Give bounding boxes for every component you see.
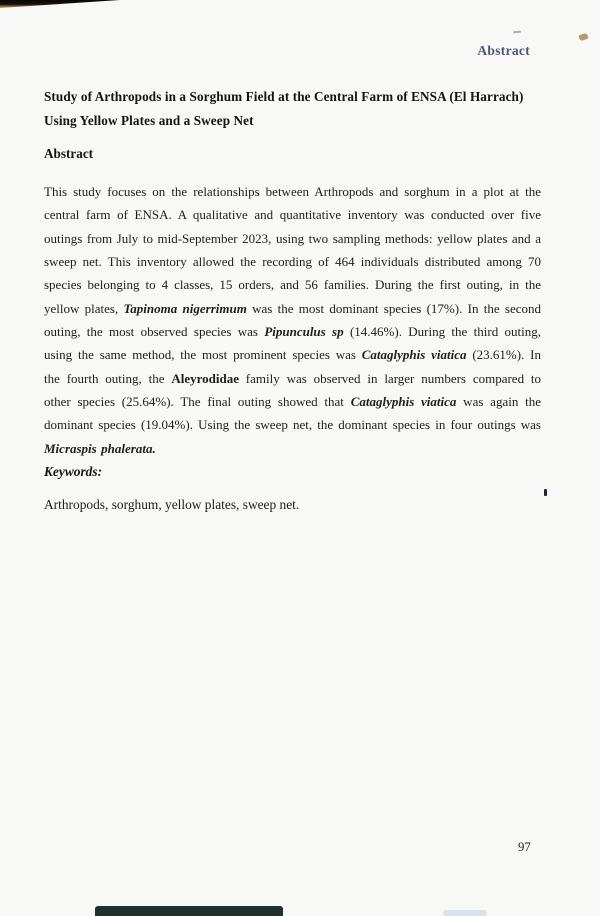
- document-title-line2: Using Yellow Plates and a Sweep Net: [44, 113, 254, 128]
- paragraph-segment: (23.61%). In the fourth outing, the: [44, 347, 541, 386]
- paragraph-segment: was again the dominant species (19.04%). Using the sweep net, the dominant species in four outings was: [44, 394, 541, 433]
- paragraph-segment: Pipunculus sp: [264, 324, 344, 340]
- running-head: Abstract: [477, 43, 530, 58]
- paragraph-segment: Micraspis phalerata.: [44, 440, 156, 456]
- paragraph-segment: (14.46%). During the third outing, using the same method, the most prominent species was: [44, 324, 541, 363]
- page-number: 97: [518, 840, 531, 854]
- pen-mark-dash: [513, 31, 521, 34]
- keywords-text: Arthropods, sorghum, yellow plates, sweep net.: [44, 497, 300, 512]
- paragraph-segment: Aleyrodidae: [171, 370, 239, 386]
- keywords-heading: Keywords:: [44, 464, 103, 479]
- paragraph-segment: family was observed in larger numbers compared to other species (25.64%). The final outing showed that: [44, 370, 542, 410]
- document-title-line1: Study of Arthropods in a Sorghum Field at the Central Farm of ENSA (El Harrach): [44, 89, 524, 104]
- paragraph-segment: was the most dominant species (17%). In the second outing, the most observed species was: [44, 300, 542, 340]
- pen-mark-squiggle: [578, 33, 588, 41]
- scan-smudge-bottom: [443, 910, 487, 916]
- paragraph-segment: Cataglyphis viatica: [361, 347, 467, 363]
- scan-edge-artifact-top-left: [0, 0, 120, 8]
- paragraph-segment: This study focuses on the relationships between Arthropods and sorghum in a plot at the central farm of ENSA. A qualitative and quantitative inventory was conducted over five outings from July to mid-September 2023, using two sampling methods: yellow plates and a sweep net. This inventory allowed the recording of 464 individuals distributed among 70 species belonging to 4 classes, 15 orders, and 56 families. During the first outing, in the yellow plates,: [44, 184, 541, 316]
- abstract-paragraph: [44, 180, 541, 460]
- paragraph-segment: Tapinoma nigerrimum: [123, 300, 247, 316]
- scan-artifact-bottom-bar: [95, 906, 283, 916]
- stray-ink-mark: [544, 489, 547, 496]
- paragraph-segment: Cataglyphis viatica: [350, 394, 457, 410]
- document-title: [44, 85, 544, 133]
- abstract-section-heading: Abstract: [44, 146, 94, 161]
